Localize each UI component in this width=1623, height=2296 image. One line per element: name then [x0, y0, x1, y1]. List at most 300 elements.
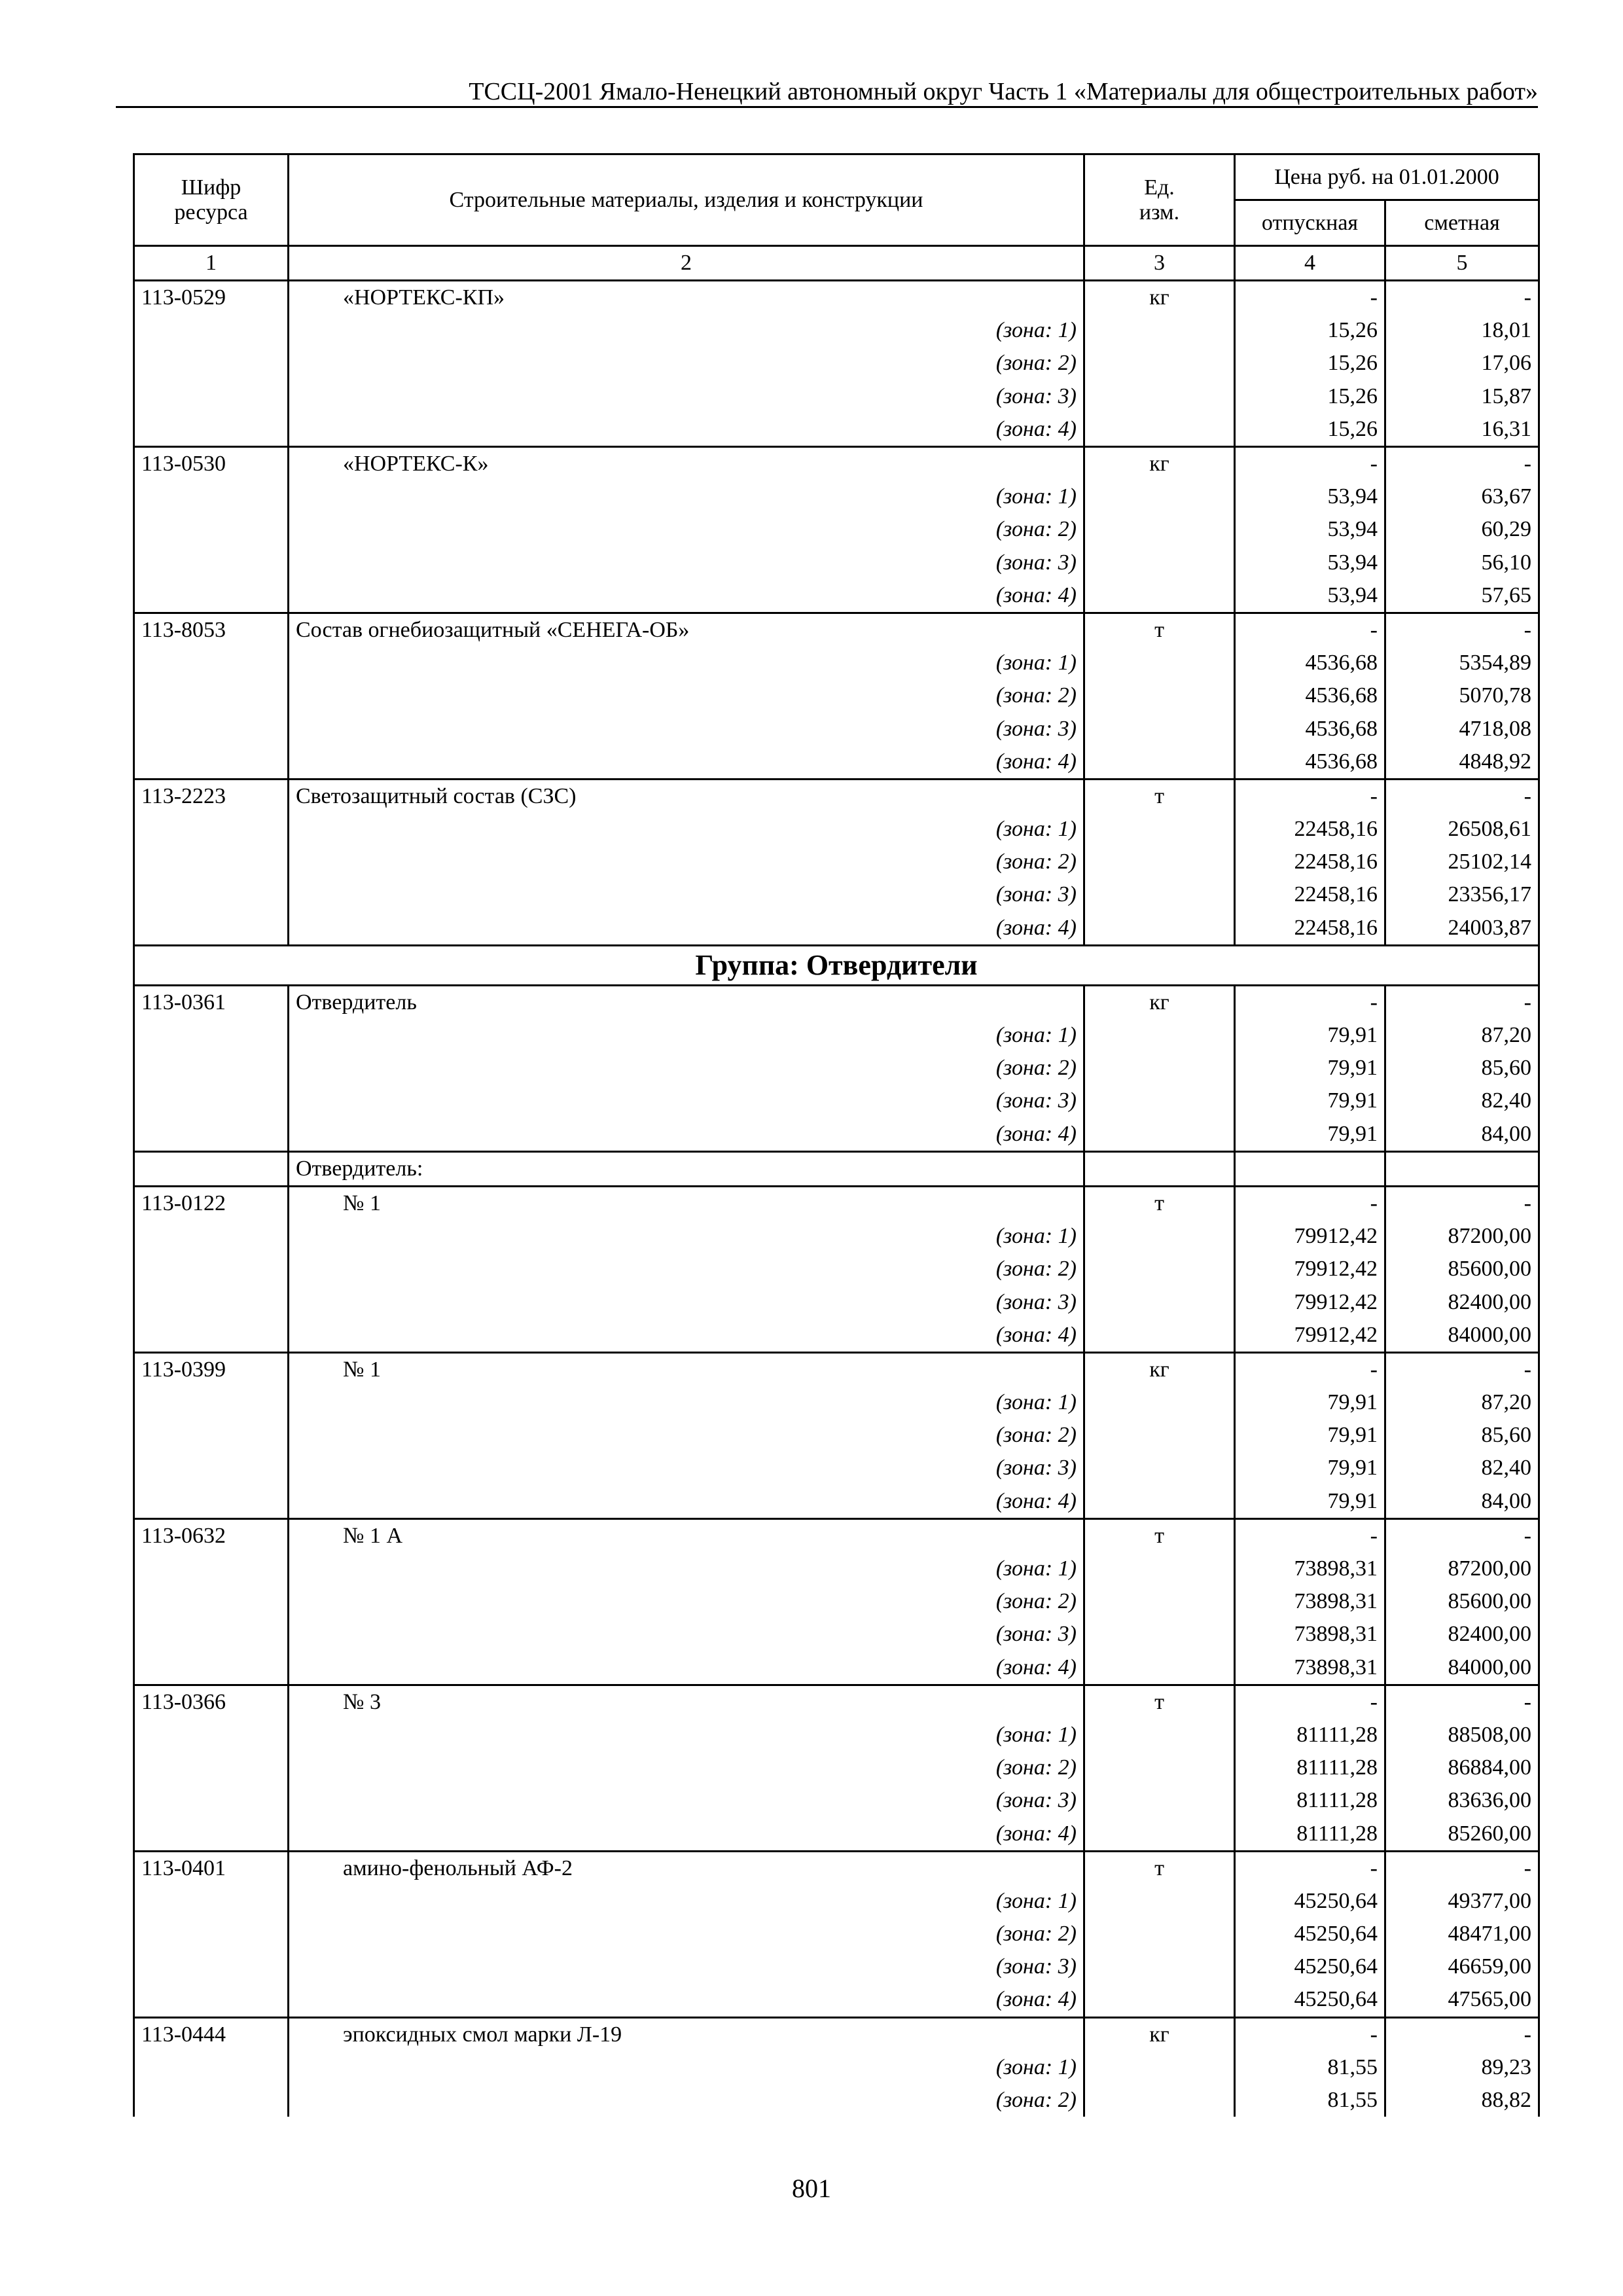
zone-row: [134, 1452, 1539, 1484]
estimate-price: 16,31: [1385, 413, 1539, 447]
estimate-price: -: [1385, 2017, 1539, 2051]
zone-row: [134, 1784, 1539, 1817]
material-name: эпоксидных смол марки Л-19: [289, 2017, 1084, 2051]
release-price: 81,55: [1235, 2051, 1385, 2084]
resource-code-empty: [134, 1085, 289, 1117]
estimate-price: 85260,00: [1385, 1817, 1539, 1851]
resource-code: 113-0529: [134, 281, 289, 315]
unit-value: т: [1084, 613, 1235, 647]
unit-empty: [1084, 1817, 1235, 1851]
zone-row: [134, 480, 1539, 513]
estimate-price: 48471,00: [1385, 1918, 1539, 1950]
zone-row: [134, 579, 1539, 613]
release-price: 45250,64: [1235, 1918, 1385, 1950]
col-header-name: [289, 154, 1084, 246]
col-number-2: 2: [289, 246, 1084, 281]
zone-row: [134, 1950, 1539, 1983]
unit-empty: [1084, 1585, 1235, 1618]
unit-value: т: [1084, 1518, 1235, 1552]
release-price: 79912,42: [1235, 1319, 1385, 1353]
zone-label: (зона: 4): [289, 1817, 1084, 1851]
unit-empty: [1084, 1618, 1235, 1651]
estimate-price: 57,65: [1385, 579, 1539, 613]
resource-code-empty: [134, 1019, 289, 1052]
unit-empty: [1084, 314, 1235, 347]
zone-label: (зона: 4): [289, 1319, 1084, 1353]
resource-code-empty: [134, 647, 289, 679]
release-price: -: [1235, 1352, 1385, 1386]
estimate-price: 25102,14: [1385, 846, 1539, 878]
resource-code-empty: [134, 1784, 289, 1817]
col-header-code: [134, 154, 289, 246]
resource-code-empty: [134, 712, 289, 745]
unit-empty: [1084, 1019, 1235, 1052]
zone-label: (зона: 2): [289, 347, 1084, 380]
release-price: 53,94: [1235, 480, 1385, 513]
estimate-price: 82400,00: [1385, 1618, 1539, 1651]
estimate-price: -: [1385, 446, 1539, 480]
release-price: 79,91: [1235, 1419, 1385, 1452]
page-number: 801: [792, 2174, 831, 2203]
estimate-price: 82400,00: [1385, 1285, 1539, 1318]
resource-code-empty: [134, 1618, 289, 1651]
unit-empty: [1084, 1319, 1235, 1353]
zone-label: (зона: 1): [289, 1220, 1084, 1253]
unit-empty: [1084, 878, 1235, 911]
zone-label: (зона: 3): [289, 1085, 1084, 1117]
zone-row: [134, 647, 1539, 679]
zone-row: [134, 1751, 1539, 1784]
resource-code: 113-0401: [134, 1851, 289, 1885]
resource-code-empty: [134, 1585, 289, 1618]
unit-empty: [1084, 1751, 1235, 1784]
unit-empty: [1084, 1918, 1235, 1950]
subheader-name: Отвердитель:: [289, 1151, 1084, 1186]
col-code-label: Шифр ресурса: [174, 175, 248, 224]
release-price: -: [1235, 1518, 1385, 1552]
estimate-price: -: [1385, 1352, 1539, 1386]
zone-row: [134, 1118, 1539, 1152]
resource-code: 113-2223: [134, 779, 289, 813]
unit-value: кг: [1084, 281, 1235, 315]
zone-row: [134, 1651, 1539, 1685]
release-empty: [1235, 1151, 1385, 1186]
zone-row: [134, 1552, 1539, 1585]
zone-label: (зона: 3): [289, 380, 1084, 413]
resource-code-empty: [134, 813, 289, 846]
resource-code: 113-0366: [134, 1685, 289, 1719]
zone-label: (зона: 2): [289, 679, 1084, 712]
zone-label: (зона: 3): [289, 1784, 1084, 1817]
unit-empty: [1084, 1085, 1235, 1117]
resource-code-empty: [134, 1751, 289, 1784]
resource-code-empty: [134, 1485, 289, 1519]
estimate-price: 60,29: [1385, 513, 1539, 546]
estimate-price: 87200,00: [1385, 1220, 1539, 1253]
unit-empty: [1084, 347, 1235, 380]
unit-empty: [1084, 1552, 1235, 1585]
release-price: 4536,68: [1235, 679, 1385, 712]
release-price: 79,91: [1235, 1052, 1385, 1085]
col-header-estimate: [1385, 200, 1539, 246]
unit-empty: [1084, 1452, 1235, 1484]
material-name: № 1: [289, 1352, 1084, 1386]
resource-code: 113-0444: [134, 2017, 289, 2051]
item-row: [134, 446, 1539, 480]
unit-empty: [1084, 846, 1235, 878]
price-table: [133, 153, 1540, 2117]
item-row: [134, 1186, 1539, 1220]
release-price: 45250,64: [1235, 1983, 1385, 2017]
zone-label: (зона: 1): [289, 1552, 1084, 1585]
material-name: Светозащитный состав (СЗС): [289, 779, 1084, 813]
zone-label: (зона: 1): [289, 647, 1084, 679]
release-price: 81111,28: [1235, 1751, 1385, 1784]
resource-code-empty: [134, 480, 289, 513]
resource-code-empty: [134, 1253, 289, 1285]
unit-value: кг: [1084, 2017, 1235, 2051]
release-price: 79,91: [1235, 1386, 1385, 1419]
release-price: 79912,42: [1235, 1253, 1385, 1285]
estimate-price: 56,10: [1385, 547, 1539, 579]
resource-code-empty: [134, 413, 289, 447]
resource-code-empty: [134, 878, 289, 911]
material-name: Состав огнебиозащитный «СЕНЕГА-ОБ»: [289, 613, 1084, 647]
resource-code-empty: [134, 547, 289, 579]
zone-row: [134, 912, 1539, 946]
resource-code-empty: [134, 1983, 289, 2017]
estimate-price: 47565,00: [1385, 1983, 1539, 2017]
col-header-price-group: [1235, 154, 1539, 200]
resource-code-empty: [134, 380, 289, 413]
unit-value: т: [1084, 779, 1235, 813]
estimate-price: 83636,00: [1385, 1784, 1539, 1817]
item-row: [134, 985, 1539, 1019]
unit-empty: [1084, 547, 1235, 579]
estimate-price: 23356,17: [1385, 878, 1539, 911]
zone-row: [134, 2084, 1539, 2117]
zone-label: (зона: 4): [289, 745, 1084, 780]
unit-empty: [1084, 2084, 1235, 2117]
unit-empty: [1084, 1253, 1235, 1285]
zone-label: (зона: 1): [289, 480, 1084, 513]
estimate-price: 49377,00: [1385, 1885, 1539, 1918]
material-name: «НОРТЕКС-К»: [289, 446, 1084, 480]
release-price: 81111,28: [1235, 1719, 1385, 1751]
col-header-unit: [1084, 154, 1235, 246]
estimate-price: 85600,00: [1385, 1253, 1539, 1285]
zone-row: [134, 1817, 1539, 1851]
price-table-container: [133, 153, 1538, 2117]
estimate-price: 88,82: [1385, 2084, 1539, 2117]
estimate-price: 5070,78: [1385, 679, 1539, 712]
estimate-price: 87200,00: [1385, 1552, 1539, 1585]
col-release-label: отпускная: [1261, 210, 1359, 235]
zone-label: (зона: 2): [289, 513, 1084, 546]
zone-label: (зона: 3): [289, 1618, 1084, 1651]
col-number-4: 4: [1235, 246, 1385, 281]
release-price: -: [1235, 779, 1385, 813]
zone-label: (зона: 3): [289, 1452, 1084, 1484]
zone-row: [134, 679, 1539, 712]
zone-row: [134, 1019, 1539, 1052]
resource-code-empty: [134, 2084, 289, 2117]
group-title: Группа: Отвердители: [134, 945, 1539, 985]
zone-label: (зона: 4): [289, 1118, 1084, 1152]
zone-row: [134, 380, 1539, 413]
zone-label: (зона: 1): [289, 1019, 1084, 1052]
release-price: 81111,28: [1235, 1817, 1385, 1851]
release-price: 73898,31: [1235, 1651, 1385, 1685]
estimate-price: 88508,00: [1385, 1719, 1539, 1751]
unit-empty: [1084, 1285, 1235, 1318]
release-price: 45250,64: [1235, 1885, 1385, 1918]
zone-label: (зона: 1): [289, 1885, 1084, 1918]
resource-code-empty: [134, 1552, 289, 1585]
item-row: [134, 779, 1539, 813]
material-name: амино-фенольный АФ-2: [289, 1851, 1084, 1885]
zone-label: (зона: 2): [289, 1751, 1084, 1784]
zone-label: (зона: 4): [289, 579, 1084, 613]
unit-value: кг: [1084, 446, 1235, 480]
release-price: 15,26: [1235, 380, 1385, 413]
resource-code-empty: [134, 2051, 289, 2084]
estimate-price: 84,00: [1385, 1485, 1539, 1519]
resource-code-empty: [134, 912, 289, 946]
unit-empty: [1084, 1885, 1235, 1918]
zone-label: (зона: 3): [289, 1950, 1084, 1983]
resource-code-empty: [134, 513, 289, 546]
resource-code: 113-0399: [134, 1352, 289, 1386]
resource-code: 113-0361: [134, 985, 289, 1019]
release-price: 22458,16: [1235, 813, 1385, 846]
resource-code-empty: [134, 347, 289, 380]
resource-code-empty: [134, 1817, 289, 1851]
estimate-price: -: [1385, 1186, 1539, 1220]
unit-empty: [1084, 413, 1235, 447]
unit-value: кг: [1084, 1352, 1235, 1386]
col-unit-label: Ед. изм.: [1139, 175, 1180, 224]
zone-row: [134, 1052, 1539, 1085]
unit-empty: [1084, 1950, 1235, 1983]
zone-row: [134, 1253, 1539, 1285]
resource-code-empty: [134, 1386, 289, 1419]
col-header-release: [1235, 200, 1385, 246]
release-price: -: [1235, 613, 1385, 647]
item-row: [134, 1352, 1539, 1386]
item-row: [134, 1851, 1539, 1885]
unit-empty: [1084, 1118, 1235, 1152]
zone-label: (зона: 3): [289, 1285, 1084, 1318]
zone-row: [134, 1386, 1539, 1419]
item-row: [134, 1685, 1539, 1719]
zone-label: (зона: 1): [289, 813, 1084, 846]
unit-value: т: [1084, 1851, 1235, 1885]
estimate-price: 85,60: [1385, 1419, 1539, 1452]
zone-row: [134, 1485, 1539, 1519]
unit-empty: [1084, 745, 1235, 780]
header-title: ТССЦ-2001 Ямало-Ненецкий автономный округ Часть 1 «Материалы для общестроительных работ»: [469, 78, 1538, 105]
resource-code-empty: [134, 1118, 289, 1152]
col-number-3: 3: [1084, 246, 1235, 281]
resource-code-empty: [134, 1151, 289, 1186]
estimate-price: -: [1385, 281, 1539, 315]
release-price: 4536,68: [1235, 647, 1385, 679]
col-number-1: 1: [134, 246, 289, 281]
estimate-price: 63,67: [1385, 480, 1539, 513]
zone-row: [134, 813, 1539, 846]
group-row: [134, 945, 1539, 985]
release-price: 22458,16: [1235, 846, 1385, 878]
release-price: 79,91: [1235, 1485, 1385, 1519]
zone-label: (зона: 2): [289, 1585, 1084, 1618]
col-estimate-label: сметная: [1424, 210, 1500, 235]
release-price: -: [1235, 2017, 1385, 2051]
unit-empty: [1084, 1651, 1235, 1685]
release-price: 53,94: [1235, 579, 1385, 613]
unit-empty: [1084, 1719, 1235, 1751]
zone-label: (зона: 1): [289, 2051, 1084, 2084]
release-price: -: [1235, 1851, 1385, 1885]
estimate-price: 86884,00: [1385, 1751, 1539, 1784]
release-price: 79,91: [1235, 1085, 1385, 1117]
estimate-price: 85,60: [1385, 1052, 1539, 1085]
unit-empty: [1084, 2051, 1235, 2084]
release-price: -: [1235, 281, 1385, 315]
col-name-label: Строительные материалы, изделия и конструкции: [449, 187, 923, 212]
estimate-price: 17,06: [1385, 347, 1539, 380]
unit-empty: [1084, 380, 1235, 413]
release-price: 79,91: [1235, 1019, 1385, 1052]
unit-empty: [1084, 480, 1235, 513]
zone-row: [134, 878, 1539, 911]
item-row: [134, 281, 1539, 315]
zone-label: (зона: 3): [289, 547, 1084, 579]
resource-code-empty: [134, 1285, 289, 1318]
zone-row: [134, 1220, 1539, 1253]
estimate-price: 5354,89: [1385, 647, 1539, 679]
unit-empty: [1084, 813, 1235, 846]
zone-row: [134, 1983, 1539, 2017]
zone-label: (зона: 2): [289, 2084, 1084, 2117]
resource-code-empty: [134, 1052, 289, 1085]
zone-row: [134, 1085, 1539, 1117]
zone-label: (зона: 4): [289, 1651, 1084, 1685]
estimate-price: -: [1385, 985, 1539, 1019]
release-price: 79,91: [1235, 1452, 1385, 1484]
unit-value: т: [1084, 1186, 1235, 1220]
col-price-group-label: Цена руб. на 01.01.2000: [1274, 164, 1499, 189]
zone-label: (зона: 2): [289, 846, 1084, 878]
zone-row: [134, 513, 1539, 546]
zone-label: (зона: 2): [289, 1419, 1084, 1452]
col-number-5: 5: [1385, 246, 1539, 281]
estimate-price: 46659,00: [1385, 1950, 1539, 1983]
zone-label: (зона: 1): [289, 1386, 1084, 1419]
estimate-price: 15,87: [1385, 380, 1539, 413]
zone-row: [134, 712, 1539, 745]
zone-row: [134, 314, 1539, 347]
estimate-price: 84000,00: [1385, 1319, 1539, 1353]
item-row: [134, 1518, 1539, 1552]
zone-row: [134, 1719, 1539, 1751]
zone-label: (зона: 2): [289, 1052, 1084, 1085]
resource-code: 113-0530: [134, 446, 289, 480]
release-price: 81,55: [1235, 2084, 1385, 2117]
release-price: 22458,16: [1235, 878, 1385, 911]
release-price: 73898,31: [1235, 1552, 1385, 1585]
estimate-price: 85600,00: [1385, 1585, 1539, 1618]
release-price: 81111,28: [1235, 1784, 1385, 1817]
material-name: «НОРТЕКС-КП»: [289, 281, 1084, 315]
release-price: 79912,42: [1235, 1220, 1385, 1253]
unit-value: т: [1084, 1685, 1235, 1719]
estimate-price: 26508,61: [1385, 813, 1539, 846]
resource-code-empty: [134, 745, 289, 780]
unit-empty: [1084, 1151, 1235, 1186]
zone-row: [134, 547, 1539, 579]
estimate-price: 24003,87: [1385, 912, 1539, 946]
release-price: -: [1235, 1685, 1385, 1719]
resource-code-empty: [134, 1319, 289, 1353]
release-price: 53,94: [1235, 513, 1385, 546]
estimate-price: -: [1385, 1518, 1539, 1552]
page-header: [116, 72, 1538, 108]
unit-value: кг: [1084, 985, 1235, 1019]
unit-empty: [1084, 647, 1235, 679]
resource-code: 113-8053: [134, 613, 289, 647]
release-price: 15,26: [1235, 413, 1385, 447]
estimate-price: -: [1385, 613, 1539, 647]
zone-label: (зона: 1): [289, 314, 1084, 347]
resource-code-empty: [134, 579, 289, 613]
unit-empty: [1084, 1419, 1235, 1452]
zone-label: (зона: 4): [289, 413, 1084, 447]
zone-label: (зона: 3): [289, 712, 1084, 745]
zone-row: [134, 1618, 1539, 1651]
resource-code-empty: [134, 1719, 289, 1751]
release-price: 22458,16: [1235, 912, 1385, 946]
material-name: № 1 А: [289, 1518, 1084, 1552]
resource-code-empty: [134, 1651, 289, 1685]
resource-code-empty: [134, 1950, 289, 1983]
zone-row: [134, 2051, 1539, 2084]
zone-label: (зона: 3): [289, 878, 1084, 911]
release-price: 15,26: [1235, 314, 1385, 347]
zone-label: (зона: 4): [289, 912, 1084, 946]
resource-code-empty: [134, 846, 289, 878]
zone-row: [134, 347, 1539, 380]
release-price: 53,94: [1235, 547, 1385, 579]
resource-code-empty: [134, 1452, 289, 1484]
zone-label: (зона: 4): [289, 1485, 1084, 1519]
release-price: -: [1235, 446, 1385, 480]
resource-code: 113-0122: [134, 1186, 289, 1220]
unit-empty: [1084, 579, 1235, 613]
unit-empty: [1084, 679, 1235, 712]
resource-code-empty: [134, 1918, 289, 1950]
table-body: [134, 281, 1539, 2117]
zone-label: (зона: 2): [289, 1918, 1084, 1950]
estimate-price: 4848,92: [1385, 745, 1539, 780]
unit-empty: [1084, 1983, 1235, 2017]
release-price: 73898,31: [1235, 1618, 1385, 1651]
estimate-price: 87,20: [1385, 1019, 1539, 1052]
estimate-price: 82,40: [1385, 1085, 1539, 1117]
zone-row: [134, 1585, 1539, 1618]
estimate-price: 82,40: [1385, 1452, 1539, 1484]
resource-code-empty: [134, 1419, 289, 1452]
